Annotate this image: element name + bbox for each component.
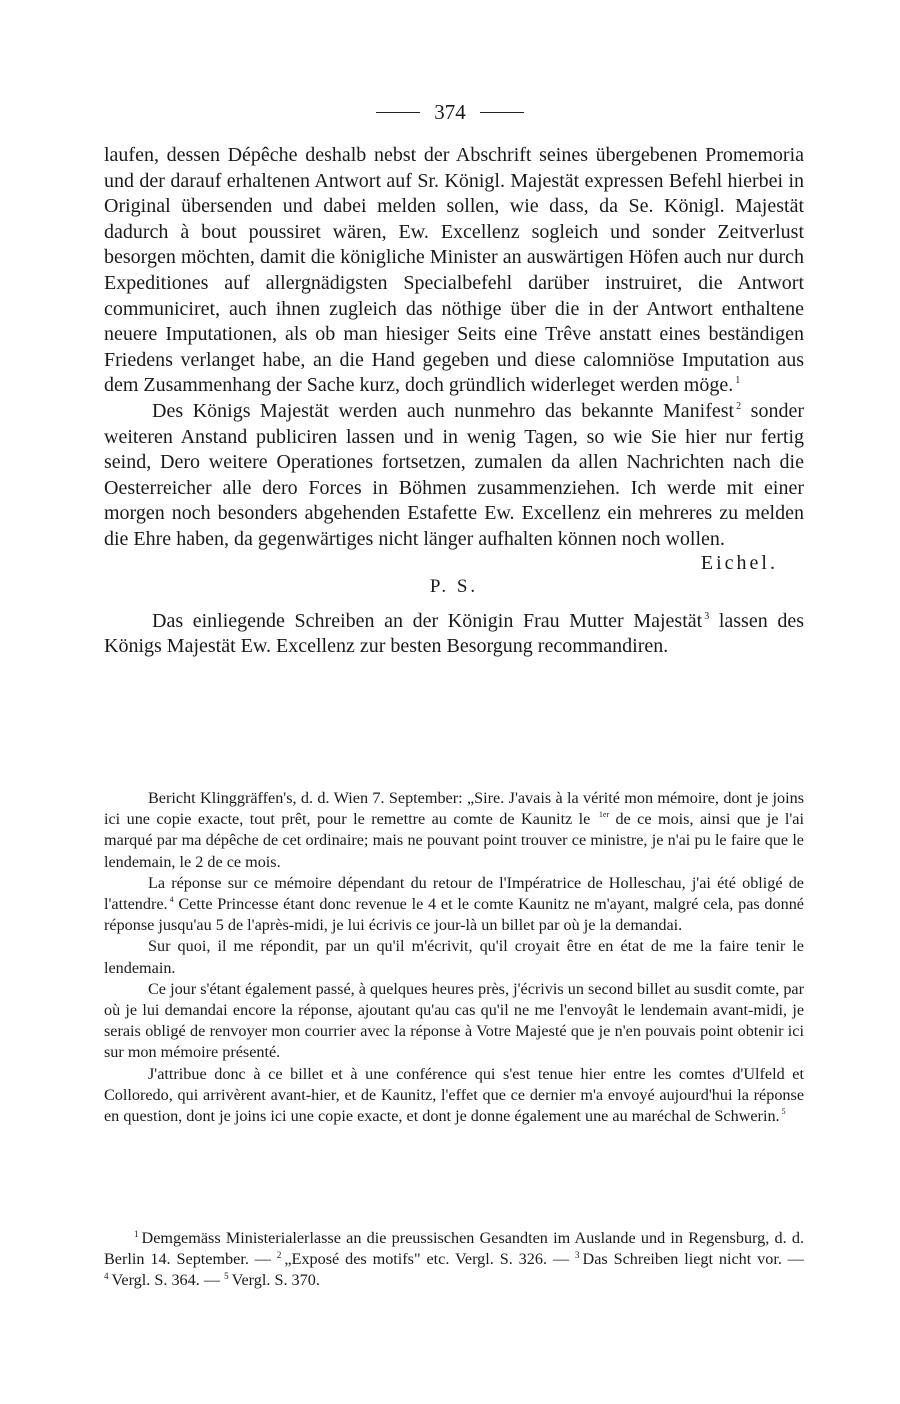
page-number-header (0, 98, 900, 126)
paragraph-text: Cette Princesse étant donc revenue le 4 et le comte Kaunitz ne m'ayant, malgré cela, pas donné réponse jusqu'au 5 de l'après-midi, je lui écrivis ce jour-là un billet par où je la demandai. (104, 895, 804, 935)
paragraph-text: Des Königs Majestät werden auch nunmehro das bekannte Manifest (152, 399, 735, 422)
footnote-ref: 2 (736, 400, 742, 412)
footnote-ref: 1 (735, 375, 741, 387)
footnote-marker: 5 (224, 1271, 229, 1281)
report-paragraph-5 (104, 1064, 804, 1128)
postscript-paragraph (104, 609, 804, 660)
paragraph-text: La réponse sur ce mémoire dépendant du retour de l'Impératrice de Holleschau, j'ai été obligé de l'attendre. (104, 873, 804, 914)
letter-paragraph-2 (104, 399, 804, 553)
paragraph-text: de ce mois, ainsi que je l'ai marqué par ma dépêche de cet ordinaire; mais ne pouvant point trouver ce ministre, je n'ai pu le faire que le lendemain, le 2 de ce mois. (104, 810, 804, 871)
right-rule (480, 112, 524, 113)
page-number: 374 (434, 100, 466, 124)
report-paragraph-4: Ce jour s'étant également passé, à quelques heures près, j'écrivis un second billet au susdit comte, par où je lui demandai encore la réponse, ajoutant qu'au cas qu'il ne me l'envoyât le lendemain avant-midi, je serais obligé de renvoyer mon courrier avec la réponse à Votre Majesté que je n'en pouvais point obtenir ici sur mon mémoire présenté. (104, 979, 804, 1062)
footnote-ref: 5 (781, 1107, 786, 1117)
left-rule (376, 112, 420, 113)
footnote-marker: 1 (134, 1229, 139, 1239)
footnote-text: Demgemäss Ministerialerlasse an die preussischen Gesandten im Auslande und in Regensburg, d. d. Berlin 14. September. — (104, 1229, 804, 1268)
paragraph-text: J'attribue donc à ce billet et à une conférence qui s'est tenue hier entre les comtes d'Ulfeld et Colloredo, qui arrivèrent avant-hier, et de Kaunitz, l'effet que ce dernier m'a envoyé aujourd'hui la réponse en question, dont je joins ici une copie exacte, et dont je donne également une au maréchal de Schwerin. (104, 1064, 804, 1126)
footnote-text: Vergl. S. 370. (231, 1271, 320, 1289)
footnotes (104, 1228, 804, 1291)
footnote-marker: 3 (575, 1250, 580, 1260)
report-excerpt (104, 788, 804, 1127)
report-paragraph-2 (104, 873, 804, 937)
postscript-heading: P. S. (429, 575, 479, 597)
footnote-block (104, 1228, 804, 1291)
paragraph-text: laufen, dessen Dépêche deshalb nebst der Abschrift seines übergebenen Promemoria und der darauf erhaltenen Antwort auf Sr. Königl. Majestät expressen Befehl hierbei in Original übersenden und dabei melden sollen, wie dass, da Se. Königl. Majestät dadurch à bout poussiret wären, Ew. Excellenz sogleich und sonder Zeitverlust besorgen möchten, damit die königliche Minister an auswärtigen Höfen auch nur durch Expeditiones auf allergnädigsten Specialbefehl darüber instruiret, die Antwort communiciret, auch ihnen zugleich das nöthige über die in der Antwort enthaltene neuere Imputationen, als ob man hiesiger Seits eine Trêve anstatt eines beständigen Friedens verlanget habe, an die Hand gegeben und diese calomniöse Imputation aus dem Zusammenhang der Sache kurz, doch gründlich widerleget werden möge. (104, 144, 804, 397)
letter-body (104, 143, 804, 660)
report-paragraph-3: Sur quoi, il me répondit, par un qu'il m'écrivit, qu'il croyait être en état de me la faire tenir le lendemain. (104, 937, 804, 977)
footnote-text: „Exposé des motifs" etc. Vergl. S. 326. — (284, 1250, 575, 1268)
footnote-ref: 3 (704, 610, 710, 622)
letter-paragraph-1 (104, 143, 804, 399)
paragraph-text: Das einliegende Schreiben an der Königin Frau Mutter Majestät (152, 609, 703, 632)
paragraph-text: lassen des Königs Majestät Ew. Excellenz zur besten Besorgung recommandiren. (104, 609, 804, 658)
footnote-text: Das Schreiben liegt nicht vor. — (582, 1250, 804, 1268)
signature: Eichel. (700, 551, 778, 574)
ordinal-suffix: 1er (598, 810, 610, 820)
paragraph-text: Bericht Klinggräffen's, d. d. Wien 7. September: „Sire. J'avais à la vérité mon mémoire, dont je joins ici une copie exacte, tout prêt, pour le remettre au comte de Kaunitz le (104, 789, 804, 829)
report-paragraph-1 (104, 788, 804, 873)
paragraph-text: sonder weiteren Anstand publiciren lassen und in wenig Tagen, so wie Sie hier nur fertig seind, Dero weitere Operationes fortsetzen, zumalen da allen Nachrichten nach die Oesterreicher alle dero Forces in Böhmen zusammenziehen. Ich werde mit einer morgen noch besonders abgehenden Estafette Ew. Excellenz ein mehreres zu melden die Ehre haben, da gegenwärtiges nicht länger aufhalten können noch wollen. (104, 399, 804, 550)
footnote-text: Vergl. S. 364. — (111, 1271, 225, 1289)
footnote-ref: 4 (169, 895, 174, 905)
footnote-marker: 2 (276, 1250, 282, 1260)
footnote-marker: 4 (104, 1271, 109, 1281)
